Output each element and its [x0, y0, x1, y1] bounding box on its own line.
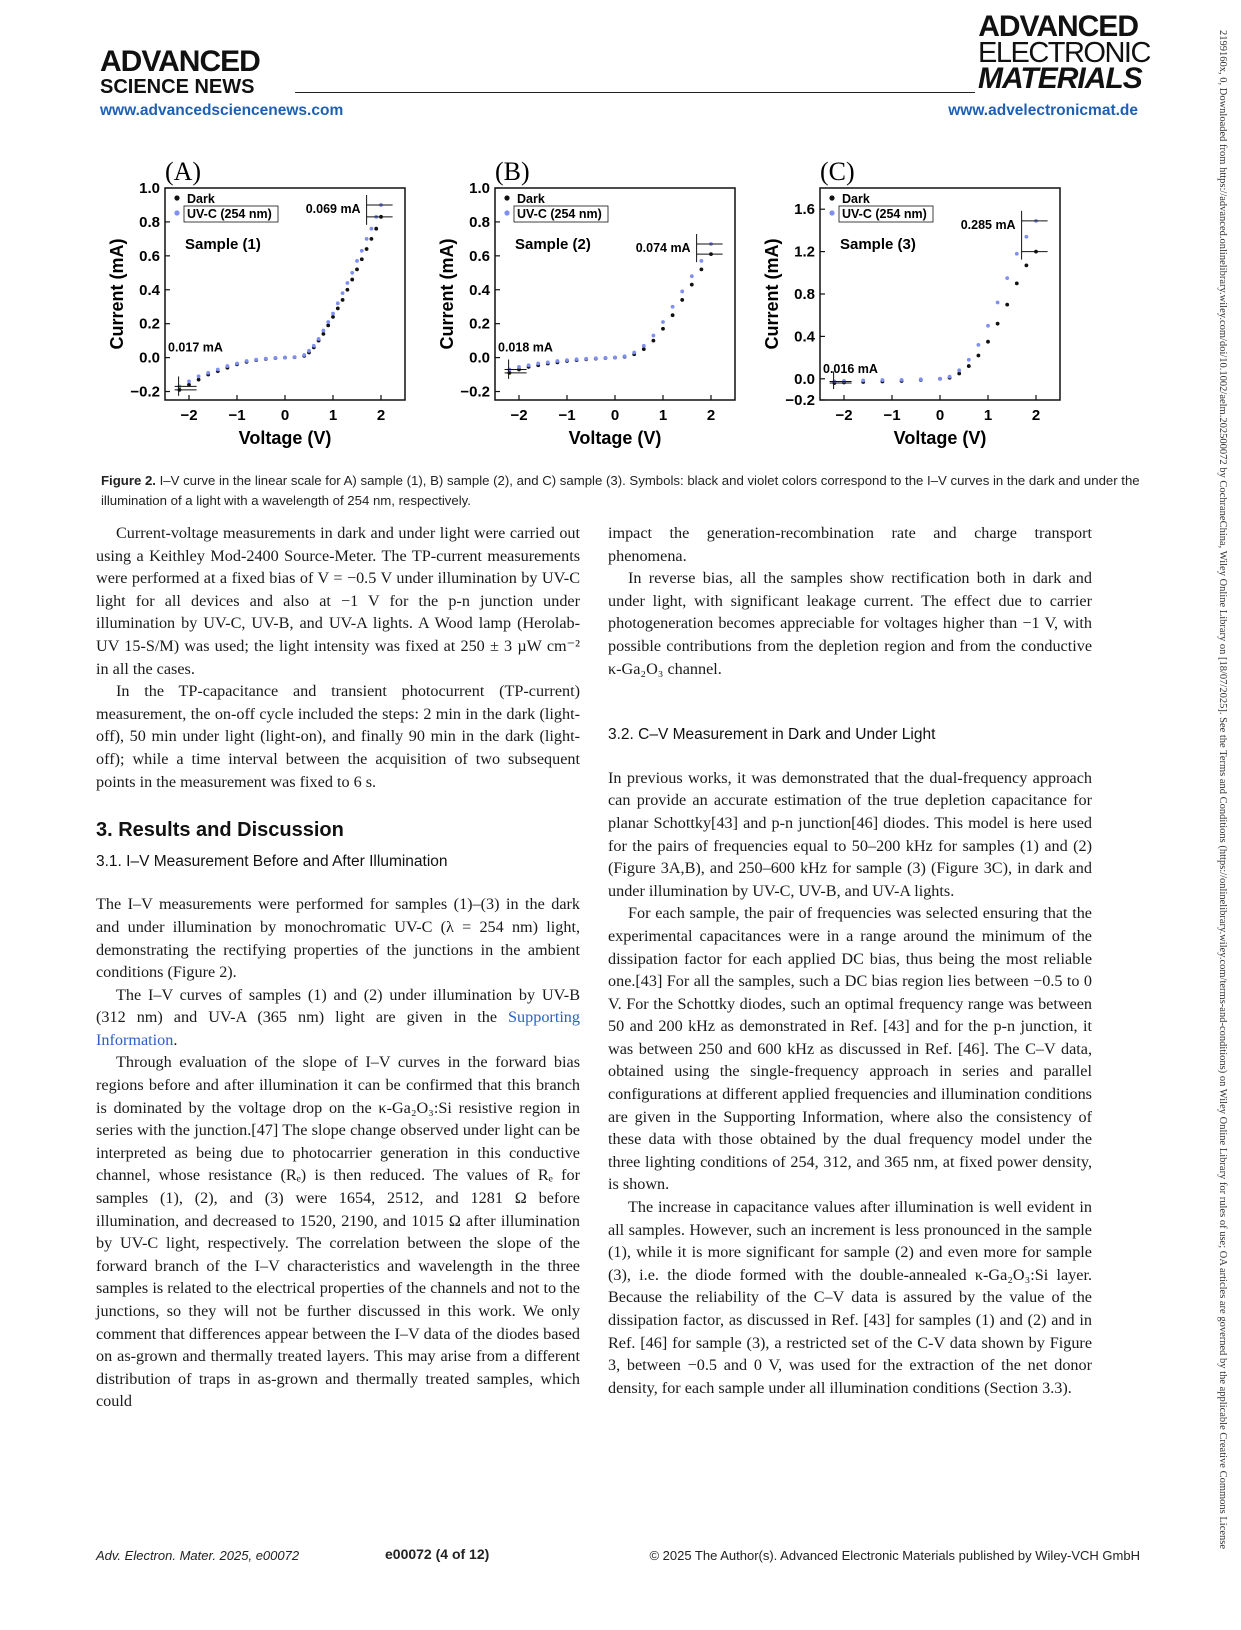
- paragraph: impact the generation-recombination rate and charge transport phenomena.: [608, 524, 1092, 565]
- y-tick-label: 1.0: [139, 180, 160, 197]
- dark-data-point: [350, 278, 354, 282]
- dark-data-point: [671, 313, 675, 317]
- y-tick-label: 0.2: [469, 315, 490, 333]
- x-axis-label: Voltage (V): [568, 428, 662, 448]
- dark-data-point: [346, 288, 350, 292]
- uv-data-point: [919, 377, 923, 381]
- paragraph: In reverse bias, all the samples show rectification both in dark and under light, with significant leakage current. The effect due to carrier photogeneration becomes appreciable for voltages higher than −1 V, with possible contributions from the depletion region and from the conductive κ-Ga₂O₃ channel.: [608, 569, 1092, 678]
- y-tick-label: 0.6: [469, 247, 490, 265]
- y-tick-label: 0.8: [469, 213, 490, 231]
- x-tick-label: −1: [228, 407, 246, 424]
- paragraph: For each sample, the pair of frequencies was selected ensuring that the experimental capacitances were in a range around the minimum of the dissipation factor for each applied DC bias, thus being the most reliable one.[43] For all the samples, such a DC bias region lies between −0.5 to 0 V. For the Schottky diodes, such an optimal frequency range was between 50 and 200 kHz as demonstrated in Ref. [43] and for the p-n junction, it was between 250 and 600 kHz as discussed in Ref. [46]. The C–V data, obtained using the single-frequency approach in series and parallel configurations at different applied frequencies and illumination conditions are given in the Supporting Information, where also the consistency of these data with those obtained by the dual frequency model under the three lighting conditions of 254, 312, and 365 nm, at fixed power density, is shown.: [608, 904, 1092, 1194]
- legend-marker-dark: [174, 195, 179, 200]
- x-axis-label: Voltage (V): [893, 428, 987, 448]
- legend-label-uv: UV-C (254 nm): [842, 207, 927, 221]
- annotation-bottom: 0.018 mA: [498, 340, 553, 355]
- asn-logo-line2: SCIENCE NEWS: [100, 76, 255, 98]
- uv-data-point: [948, 375, 952, 379]
- aem-logo-line2: ELECTRONIC: [978, 37, 1150, 69]
- dark-data-point: [322, 332, 326, 336]
- aem-logo-line1: ADVANCED: [978, 10, 1138, 43]
- right-column: [608, 522, 1092, 1399]
- x-tick-label: −2: [180, 407, 198, 424]
- y-tick-label: −0.2: [130, 383, 160, 401]
- uv-data-point: [317, 337, 321, 341]
- panel-letter: (C): [820, 157, 855, 186]
- annotation-top: 0.074 mA: [635, 240, 691, 255]
- legend-marker-dark: [829, 195, 834, 200]
- uv-data-point: [632, 351, 636, 355]
- footer-journal: Adv. Electron. Mater. 2025, e00072: [96, 1548, 300, 1563]
- panel-a: [107, 157, 405, 448]
- dark-data-point: [1015, 282, 1019, 286]
- paragraph-text: The I–V curves of samples (1) and (2) under illumination by UV-B (312 nm) and UV-A (365 nm) light are given in the: [96, 985, 580, 1027]
- dark-data-point: [197, 378, 201, 382]
- x-tick-label: 0: [610, 407, 620, 424]
- x-tick-label: 2: [1031, 407, 1041, 424]
- dark-data-point: [331, 315, 335, 319]
- paragraph: Through evaluation of the slope of I–V curves in the forward bias regions before and after illumination it can be confirmed that this branch is dominated by the voltage drop on the κ-Ga₂O₃:Si resistive region in series with the junction.[47] The slope change observed under light can be interpreted as being due to photocarrier generation in this conductive channel, whose resistance (Rₑ) is then reduced. The values of Rₑ for samples (1), (2), and (3) were 1654, 2512, and 1281 Ω before illumination, and decreased to 1520, 2190, and 1015 Ω after illumination by UV-C light, respectively. The correlation between the slope of the forward branch of the I–V characteristics and wavelength in the three samples is related to the electrical properties of the channels and not to the junctions, so they will not be further discussed in this work. We only comment that differences appear between the I–V data of the diodes based on as-grown and thermally treated layers. This may arise from a different distribution of traps in as-grown and thermally treated samples, which could: [96, 1053, 580, 1411]
- side-download-note: [1214, 30, 1230, 1620]
- asn-logo: [100, 45, 260, 98]
- uv-data-point: [206, 371, 210, 375]
- x-tick-label: −1: [558, 407, 576, 424]
- uv-data-point: [642, 344, 646, 348]
- legend-label-dark: Dark: [842, 192, 870, 206]
- aem-logo: [978, 10, 1150, 95]
- uv-data-point: [565, 358, 569, 362]
- uv-data-point: [556, 359, 560, 363]
- supporting-info-link[interactable]: Supporting Information: [96, 1008, 580, 1049]
- left-column: [96, 522, 580, 1413]
- dark-data-point: [326, 323, 330, 327]
- y-axis-label: Current (mA): [437, 238, 457, 350]
- uv-data-point: [355, 259, 359, 263]
- x-tick-label: −1: [883, 407, 901, 424]
- y-tick-label: −0.2: [785, 392, 815, 409]
- paragraph: [96, 984, 580, 1052]
- uv-data-point: [365, 237, 369, 241]
- annotation-top: 0.285 mA: [960, 217, 1016, 232]
- legend-marker-dark: [504, 195, 509, 200]
- y-tick-label: 0.4: [794, 328, 815, 346]
- sample-label: Sample (3): [840, 236, 916, 253]
- uv-data-point: [613, 356, 617, 360]
- x-axis-label: Voltage (V): [238, 428, 332, 448]
- x-tick-label: 2: [706, 407, 716, 424]
- panel-c: [762, 157, 1060, 448]
- dark-data-point: [1025, 263, 1029, 267]
- paragraph: The increase in capacitance values after illumination is well evident in all samples. However, such an increment is less pronounced in the sample (1), while it is more significant for sample (2) and even more for sample (3), i.e. the diode formed with the double-annealed κ-Ga₂O₃:Si layer. Because the reliability of the C–V data is assured by the value of the dissipation factor, as discussed in Ref. [43] for samples (1) and (2) and in Ref. [46] for sample (3), a restricted set of the C-V data shown by Figure 3, between −0.5 and 0 V, was used for the extraction of the net donor density, for each sample under all illumination conditions (Section 3.3).: [608, 1198, 1092, 1397]
- uv-data-point: [977, 343, 981, 347]
- uv-data-point: [216, 368, 220, 372]
- panel-letter: (A): [165, 157, 202, 186]
- uv-data-point: [575, 357, 579, 361]
- right-url-link[interactable]: www.advelectronicmat.de: [948, 102, 1138, 119]
- uv-data-point: [594, 356, 598, 360]
- figure-2: [100, 150, 1140, 462]
- uv-data-point: [623, 354, 627, 358]
- legend-marker-uv: [504, 210, 509, 215]
- asn-logo-line1: ADVANCED: [100, 45, 260, 78]
- uv-data-point: [331, 312, 335, 316]
- legend-marker-uv: [829, 210, 834, 215]
- uv-data-point: [235, 362, 239, 366]
- uv-data-point: [861, 378, 865, 382]
- uv-data-point: [527, 363, 531, 367]
- uv-data-point: [938, 377, 942, 381]
- caption-label: Figure 2.: [101, 473, 156, 488]
- panel-letter: (B): [495, 157, 530, 186]
- y-tick-label: 0.0: [469, 349, 490, 367]
- x-tick-label: −2: [835, 407, 853, 424]
- dark-data-point: [700, 268, 704, 272]
- x-tick-label: 2: [376, 407, 386, 424]
- legend-marker-uv: [174, 210, 179, 215]
- x-tick-label: 1: [658, 407, 668, 424]
- uv-data-point: [1025, 235, 1029, 239]
- uv-data-point: [700, 259, 704, 263]
- uv-data-point: [312, 344, 316, 348]
- uv-data-point: [652, 334, 656, 338]
- y-tick-label: 0.0: [139, 349, 160, 367]
- uv-data-point: [336, 301, 340, 305]
- paragraph: In previous works, it was demonstrated that the dual-frequency approach can provide an accurate estimation of the true depletion capacitance for planar Schottky[43] and p-n junction[46] diodes. This model is here used for the pairs of frequencies equal to 50–200 kHz for samples (1) and (2) (Figure 3A,B), and 250–600 kHz for sample (3) (Figure 3C), in dark and under illumination by UV-C, UV-B, and UV-A lights.: [608, 768, 1092, 900]
- legend-label-dark: Dark: [187, 192, 215, 206]
- header-rule: [295, 92, 975, 93]
- aem-logo-line3: MATERIALS: [978, 62, 1142, 95]
- dark-data-point: [661, 327, 665, 331]
- legend-label-uv: UV-C (254 nm): [187, 207, 272, 221]
- uv-data-point: [187, 379, 191, 383]
- sample-label: Sample (2): [515, 236, 591, 253]
- uv-data-point: [661, 320, 665, 324]
- uv-data-point: [245, 359, 249, 363]
- uv-data-point: [307, 349, 311, 353]
- uv-data-point: [996, 301, 1000, 305]
- annotation-bottom: 0.017 mA: [168, 340, 223, 355]
- uv-data-point: [370, 227, 374, 231]
- figure-caption: [101, 471, 1141, 511]
- dark-data-point: [336, 307, 340, 311]
- paragraph: In the TP-capacitance and transient photocurrent (TP-current) measurement, the on-off cycle included the steps: 2 min in the dark (light-off), 50 min under light (light-on), and finally 90 min in the dark (light-off); while a time interval between the acquisition of two subsequent points in the measurement was fixed to 6 s.: [96, 682, 580, 791]
- y-tick-label: 1.6: [794, 201, 815, 219]
- x-tick-label: 1: [328, 407, 338, 424]
- side-note-text: 2199160x, 0, Downloaded from https://advanced.onlinelibrary.wiley.com/doi/10.1002/aelm.202500072 by CochraneChina, Wiley Online Library on [18/07/2025]. See the Terms and Conditions (https://onlinelibrary.wiley.com/terms-and-conditions) on Wiley Online Library for rules of use; OA articles are governed by the applicable Creative Commons License: [1217, 30, 1228, 1550]
- y-tick-label: 0.2: [139, 315, 160, 333]
- annotation-top: 0.069 mA: [305, 201, 361, 216]
- dark-data-point: [370, 237, 374, 241]
- uv-data-point: [1005, 276, 1009, 280]
- x-tick-label: 0: [935, 407, 945, 424]
- subsection-heading: 3.1. I–V Measurement Before and After Illumination: [96, 852, 448, 870]
- paragraph: Current-voltage measurements in dark and under light were carried out using a Keithley Mod-2400 Source-Meter. The TP-current measurements were performed at a fixed bias of V = −0.5 V under illumination by UV-C light for all devices and also at −1 V for the p-n junction under illumination by UV-C, UV-B, and UV-A lights. A Wood lamp (Herolab-UV 15-S/M) was used; the light intensity was fixed at 250 ± 3 µW cm⁻² in all the cases.: [96, 524, 580, 678]
- dark-data-point: [1005, 303, 1009, 307]
- legend-label-dark: Dark: [517, 192, 545, 206]
- dark-data-point: [967, 364, 971, 368]
- caption-text: I–V curve in the linear scale for A) sample (1), B) sample (2), and C) sample (3). Symbols: black and violet colors correspond to the I–V curves in the dark and under the illumination of a light with a wavelength of 254 nm, respectively.: [101, 473, 1140, 508]
- uv-data-point: [326, 320, 330, 324]
- uv-data-point: [341, 291, 345, 295]
- uv-data-point: [967, 358, 971, 362]
- uv-data-point: [350, 271, 354, 275]
- uv-data-point: [680, 290, 684, 294]
- uv-data-point: [254, 358, 258, 362]
- footer-page: e00072 (4 of 12): [385, 1546, 490, 1562]
- uv-data-point: [604, 356, 608, 360]
- uv-data-point: [264, 357, 268, 361]
- dark-data-point: [680, 298, 684, 302]
- y-tick-label: 1.2: [794, 243, 815, 261]
- paragraph: The I–V measurements were performed for samples (1)–(3) in the dark and under illumination by monochromatic UV-C (λ = 254 nm) light, demonstrating the rectifying properties of the junctions in the ambient conditions (Figure 2).: [96, 895, 580, 982]
- uv-data-point: [671, 305, 675, 309]
- x-tick-label: −2: [510, 407, 528, 424]
- y-tick-label: 0.8: [139, 213, 160, 231]
- x-tick-label: 1: [983, 407, 993, 424]
- uv-data-point: [322, 329, 326, 333]
- y-tick-label: 0.0: [794, 370, 815, 388]
- uv-data-point: [1015, 252, 1019, 256]
- uv-data-point: [274, 356, 278, 360]
- uv-data-point: [546, 360, 550, 364]
- uv-data-point: [226, 364, 230, 368]
- uv-data-point: [584, 357, 588, 361]
- dark-data-point: [690, 283, 694, 287]
- sample-label: Sample (1): [185, 236, 261, 253]
- legend-label-uv: UV-C (254 nm): [517, 207, 602, 221]
- left-url-link[interactable]: www.advancedsciencenews.com: [100, 102, 344, 119]
- x-tick-label: 0: [280, 407, 290, 424]
- dark-data-point: [642, 347, 646, 351]
- uv-data-point: [986, 324, 990, 328]
- dark-data-point: [977, 354, 981, 358]
- uv-data-point: [842, 379, 846, 383]
- dark-data-point: [986, 340, 990, 344]
- uv-data-point: [360, 249, 364, 253]
- y-tick-label: 0.4: [469, 281, 490, 299]
- uv-data-point: [517, 365, 521, 369]
- footer-copyright: © 2025 The Author(s). Advanced Electronic Materials published by Wiley-VCH GmbH: [649, 1548, 1140, 1563]
- y-tick-label: 1.0: [469, 180, 490, 197]
- uv-data-point: [900, 378, 904, 382]
- section-heading: 3. Results and Discussion: [96, 819, 344, 842]
- uv-data-point: [197, 374, 201, 378]
- dark-data-point: [360, 257, 364, 261]
- y-tick-label: 0.8: [794, 286, 815, 303]
- uv-data-point: [881, 378, 885, 382]
- panel-b: [437, 157, 735, 448]
- dark-data-point: [374, 227, 378, 231]
- y-tick-label: −0.2: [460, 383, 490, 401]
- uv-data-point: [346, 281, 350, 285]
- uv-data-point: [690, 274, 694, 278]
- y-tick-label: 0.6: [139, 247, 160, 265]
- y-tick-label: 0.4: [139, 281, 160, 299]
- dark-data-point: [996, 322, 1000, 326]
- uv-data-point: [283, 356, 287, 360]
- uv-data-point: [302, 353, 306, 357]
- uv-data-point: [957, 368, 961, 372]
- y-axis-label: Current (mA): [107, 238, 127, 350]
- uv-data-point: [536, 362, 540, 366]
- dark-data-point: [341, 298, 345, 302]
- dark-data-point: [365, 247, 369, 251]
- annotation-bottom: 0.016 mA: [823, 361, 878, 376]
- subsection-heading: 3.2. C–V Measurement in Dark and Under Light: [608, 726, 936, 744]
- paragraph-text: .: [173, 1030, 178, 1049]
- dark-data-point: [652, 339, 656, 343]
- y-axis-label: Current (mA): [762, 238, 782, 350]
- dark-data-point: [355, 268, 359, 272]
- uv-data-point: [293, 355, 297, 359]
